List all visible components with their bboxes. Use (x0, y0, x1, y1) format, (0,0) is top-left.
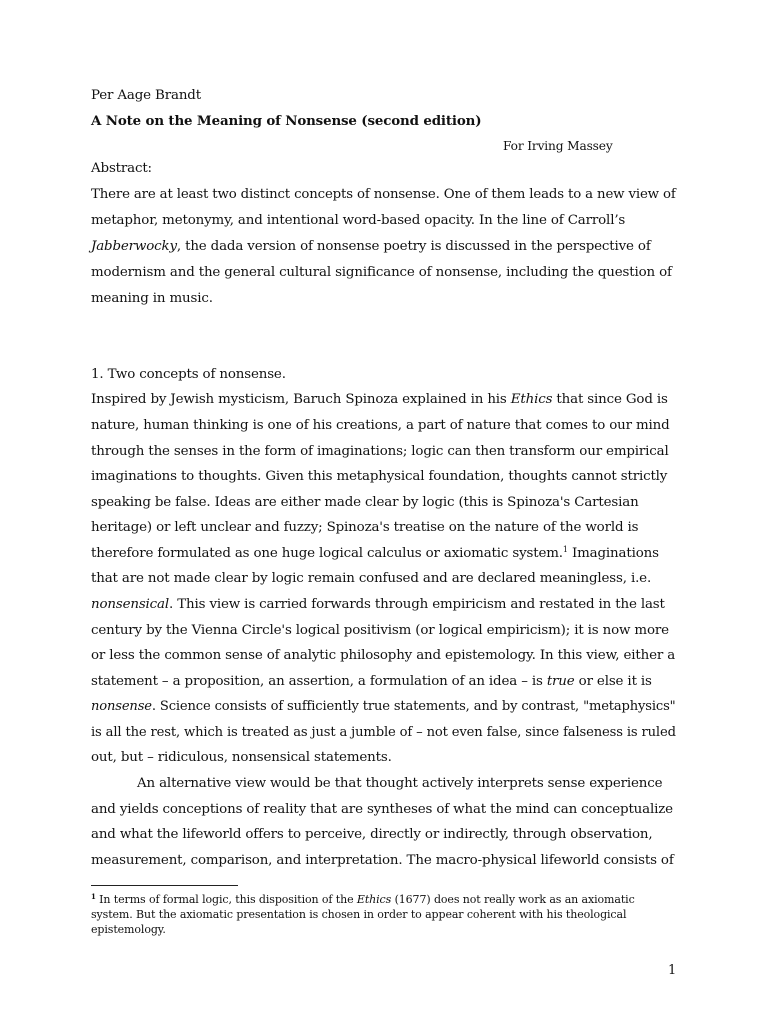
footnote-line: epistemology. (91, 923, 166, 936)
body-line: An alternative view would be that thought actively interprets sense experience (137, 776, 663, 791)
footnote-line: $^1$ In terms of formal logic, this disposition of the Ethics (1677) does not really work as an axiomatic (91, 892, 635, 906)
body-line: nonsense. Science consists of sufficiently true statements, and by contrast, "metaphysics" (91, 699, 676, 714)
body-line: statement – a proposition, an assertion, a formulation of an idea – is true or else it is (91, 674, 652, 689)
body-line: is all the rest, which is treated as just a jumble of – not even false, since falseness is ruled (91, 725, 676, 740)
body-line: and yields conceptions of reality that are syntheses of what the mind can conceptualize (91, 802, 673, 817)
section-heading: 1. Two concepts of nonsense. (91, 367, 286, 382)
abstract-line: metaphor, metonymy, and intentional word-based opacity. In the line of Carroll’s (91, 213, 626, 228)
abstract-line: modernism and the general cultural significance of nonsense, including the question of (91, 265, 672, 280)
body-line: nature, human thinking is one of his creations, a part of nature that comes to our mind (91, 418, 670, 433)
dedication: For Irving Massey (503, 139, 613, 153)
page-number: 1 (668, 963, 677, 978)
body-line: and what the lifeworld offers to perceive, directly or indirectly, through observation, (91, 827, 653, 842)
body-line: century by the Vienna Circle's logical positivism (or logical empiricism); it is now more (91, 623, 669, 638)
footnote-divider (91, 885, 238, 886)
body-line: heritage) or left unclear and fuzzy; Spinoza's treatise on the nature of the world is (91, 520, 639, 535)
body-line: Inspired by Jewish mysticism, Baruch Spinoza explained in his Ethics that since God is (91, 392, 668, 407)
body-line: speaking be false. Ideas are either made clear by logic (this is Spinoza's Cartesian (91, 495, 639, 510)
body-line: nonsensical. This view is carried forwards through empiricism and restated in the last (91, 597, 665, 612)
body-line: or less the common sense of analytic philosophy and epistemology. In this view, either a (91, 648, 676, 663)
abstract-label: Abstract: (91, 161, 152, 176)
body-line: that are not made clear by logic remain confused and are declared meaningless, i.e. (91, 571, 652, 586)
abstract-line: meaning in music. (91, 291, 213, 306)
abstract-line: There are at least two distinct concepts of nonsense. One of them leads to a new view of (91, 187, 676, 202)
footnote-marker: 1 (91, 892, 96, 901)
body-line: measurement, comparison, and interpretation. The macro-physical lifeworld consists of (91, 853, 674, 868)
abstract-line: Jabberwocky, the dada version of nonsense poetry is discussed in the perspective of (91, 239, 651, 254)
jabberwocky-title: Jabberwocky (91, 239, 177, 254)
footnote-line: system. But the axiomatic presentation is chosen in order to appear coherent with his theological (91, 908, 627, 921)
author-name: Per Aage Brandt (91, 88, 201, 103)
body-line: imaginations to thoughts. Given this metaphysical foundation, thoughts cannot strictly (91, 469, 668, 484)
footnote-reference[interactable]: 1 (562, 545, 568, 554)
body-line: out, but – ridiculous, nonsensical statements. (91, 750, 392, 765)
body-line: through the senses in the form of imaginations; logic can then transform our empirical (91, 444, 669, 459)
body-line: therefore formulated as one huge logical calculus or axiomatic system.$^1$ Imaginations (91, 545, 659, 561)
document-title: A Note on the Meaning of Nonsense (second edition) (91, 113, 482, 129)
